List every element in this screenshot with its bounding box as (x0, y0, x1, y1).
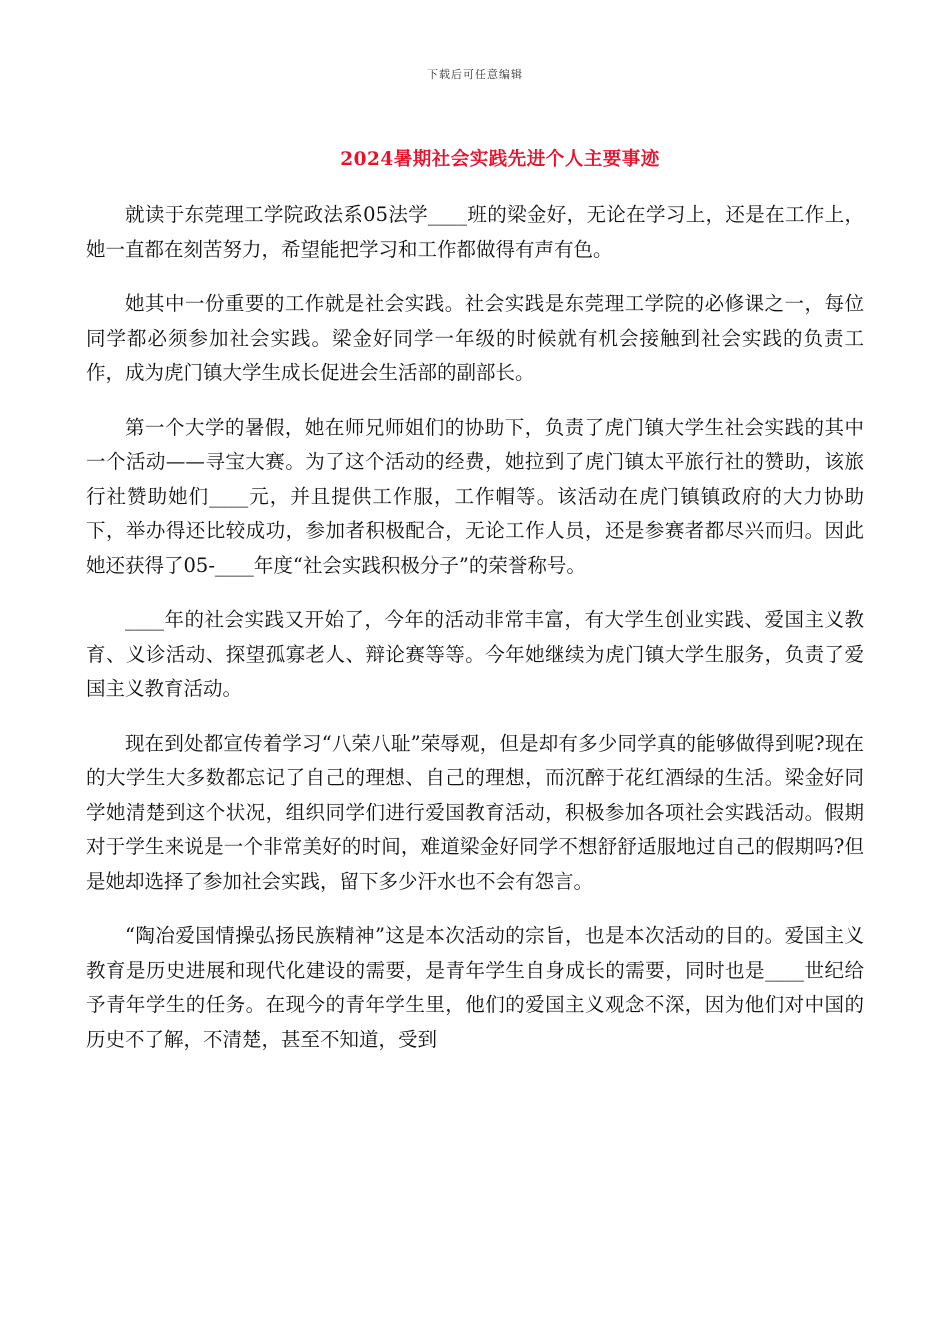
document-title: 2024暑期社会实践先进个人主要事迹 (340, 149, 660, 170)
paragraph-4: ____年的社会实践又开始了，今年的活动非常丰富，有大学生创业实践、爱国主义教育、义诊活动、探望孤寡老人、辩论赛等等。今年她继续为虎门镇大学生服务，负责了爱国主义教育活动。 (86, 608, 864, 700)
paragraph-1: 就读于东莞理工学院政法系05法学____班的梁金好，无论在学习上，还是在工作上，她一直都在刻苦努力，希望能把学习和工作都做得有声有色。 (86, 203, 864, 261)
paragraph-5: 现在到处都宣传着学习“八荣八耻”荣辱观，但是却有多少同学真的能够做得到呢?现在的大学生大多数都忘记了自己的理想、自己的理想，而沉醉于花红酒绿的生活。梁金好同学她清楚到这个状况，组织同学们进行爱国教育活动，积极参加各项社会实践活动。假期对于学生来说是一个非常美好的时间，难道梁金好同学不想舒舒适服地过自己的假期吗?但是她却选择了参加社会实践，留下多少汗水也不会有怨言。 (86, 731, 864, 893)
page-header-note: 下载后可任意编辑 (427, 68, 523, 81)
paragraph-2: 她其中一份重要的工作就是社会实践。社会实践是东莞理工学院的必修课之一，每位同学都必须参加社会实践。梁金好同学一年级的时候就有机会接触到社会实践的负责工作，成为虎门镇大学生成长促进会生活部的副部长。 (86, 292, 864, 384)
document-body (86, 198, 864, 1077)
paragraph-3: 第一个大学的暑假，她在师兄师姐们的协助下，负责了虎门镇大学生社会实践的其中一个活动——寻宝大赛。为了这个活动的经费，她拉到了虎门镇太平旅行社的赞助，该旅行社赞助她们____元，并且提供工作服，工作帽等。该活动在虎门镇镇政府的大力协助下，举办得还比较成功，参加者积极配合，无论工作人员，还是参赛者都尽兴而归。因此她还获得了05-____年度“社会实践积极分子”的荣誉称号。 (86, 415, 864, 577)
paragraph-6: “陶冶爱国情操弘扬民族精神”这是本次活动的宗旨，也是本次活动的目的。爱国主义教育是历史进展和现代化建设的需要，是青年学生自身成长的需要，同时也是____世纪给予青年学生的任务。在现今的青年学生里，他们的爱国主义观念不深，因为他们对中国的历史不了解，不清楚，甚至不知道，受到 (86, 924, 864, 1051)
